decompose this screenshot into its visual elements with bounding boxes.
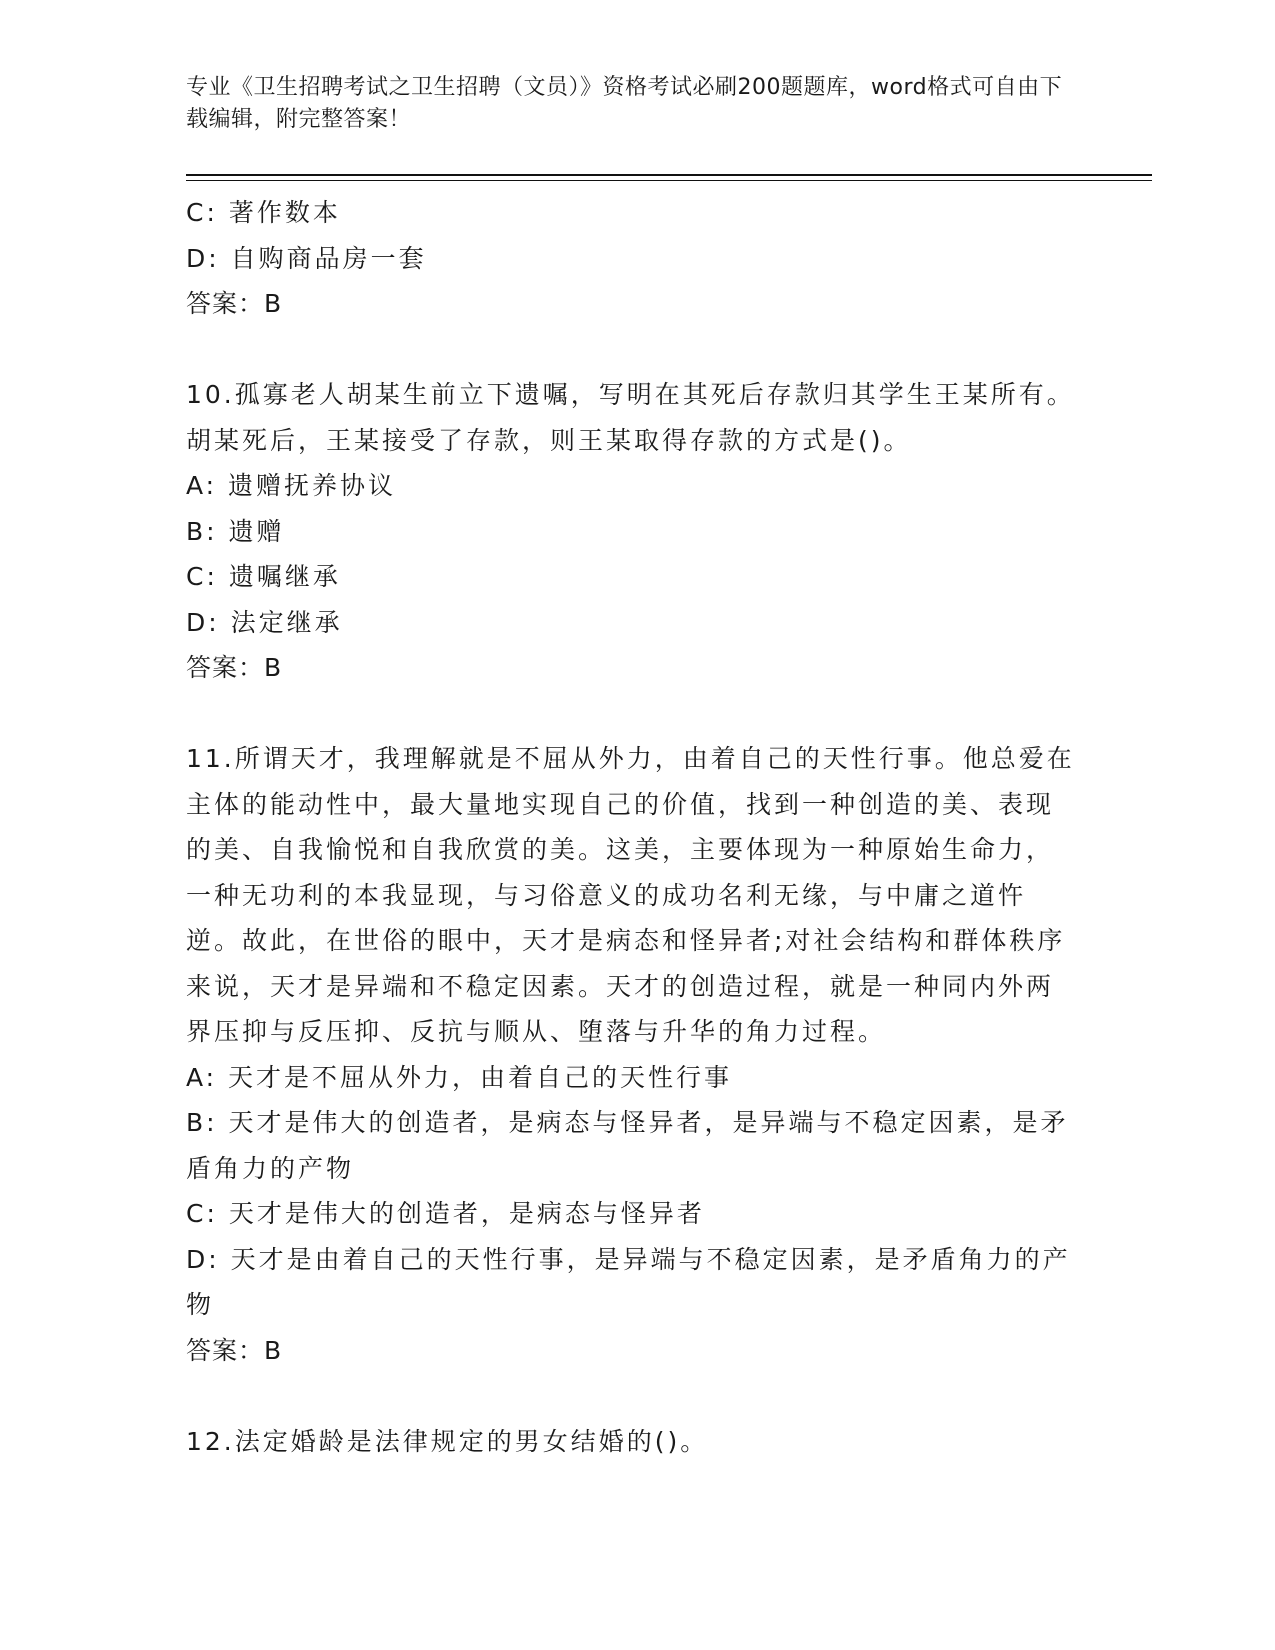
header-divider: [186, 174, 1152, 176]
question-content: [186, 190, 1076, 1464]
option-a: A: 遗赠抚养协议: [186, 471, 397, 500]
option-d: D: 天才是由着自己的天性行事，是异端与不稳定因素，是矛盾角力的产物: [186, 1244, 1071, 1319]
question-stem: 10.孤寡老人胡某生前立下遗嘱，写明在其死后存款归其学生王某所有。胡某死后，王某接受了存款，则王某取得存款的方式是()。: [186, 380, 1075, 455]
question-11: [186, 736, 1076, 1373]
prev-question-tail: [186, 190, 1076, 327]
option-c: C: 遗嘱继承: [186, 562, 341, 591]
answer-line: 答案：B: [186, 653, 283, 682]
page-header: [186, 72, 1066, 136]
option-b: B: 遗赠: [186, 516, 285, 546]
header-divider-thin: [186, 180, 1152, 181]
question-10: [186, 372, 1076, 691]
question-stem: 12.法定婚龄是法律规定的男女结婚的()。: [186, 1426, 709, 1456]
header-title: 专业《卫生招聘考试之卫生招聘（文员）》资格考试必刷200题题库，word格式可自由下载编辑，附完整答案！: [186, 75, 1063, 132]
answer-line: 答案：B: [186, 289, 283, 318]
option-c: C: 著作数本: [186, 198, 341, 227]
answer-line: 答案：B: [186, 1335, 283, 1365]
question-12: [186, 1419, 1076, 1465]
option-a: A: 天才是不屈从外力，由着自己的天性行事: [186, 1062, 733, 1092]
option-d: D: 法定继承: [186, 607, 343, 637]
option-c: C: 天才是伟大的创造者，是病态与怪异者: [186, 1199, 705, 1228]
option-b: B: 天才是伟大的创造者，是病态与怪异者，是异端与不稳定因素，是矛盾角力的产物: [186, 1108, 1069, 1183]
question-stem: 11.所谓天才，我理解就是不屈从外力，由着自己的天性行事。他总爱在主体的能动性中，最大量地实现自己的价值，找到一种创造的美、表现的美、自我愉悦和自我欣赏的美。这美，主要体现为一种原始生命力，一种无功利的本我显现，与习俗意义的成功名利无缘，与中庸之道忤逆。故此，在世俗的眼中，天才是病态和怪异者;对社会结构和群体秩序来说，天才是异端和不稳定因素。天才的创造过程，就是一种同内外两界压抑与反压抑、反抗与顺从、堕落与升华的角力过程。: [186, 744, 1075, 1046]
option-d: D: 自购商品房一套: [186, 243, 427, 273]
